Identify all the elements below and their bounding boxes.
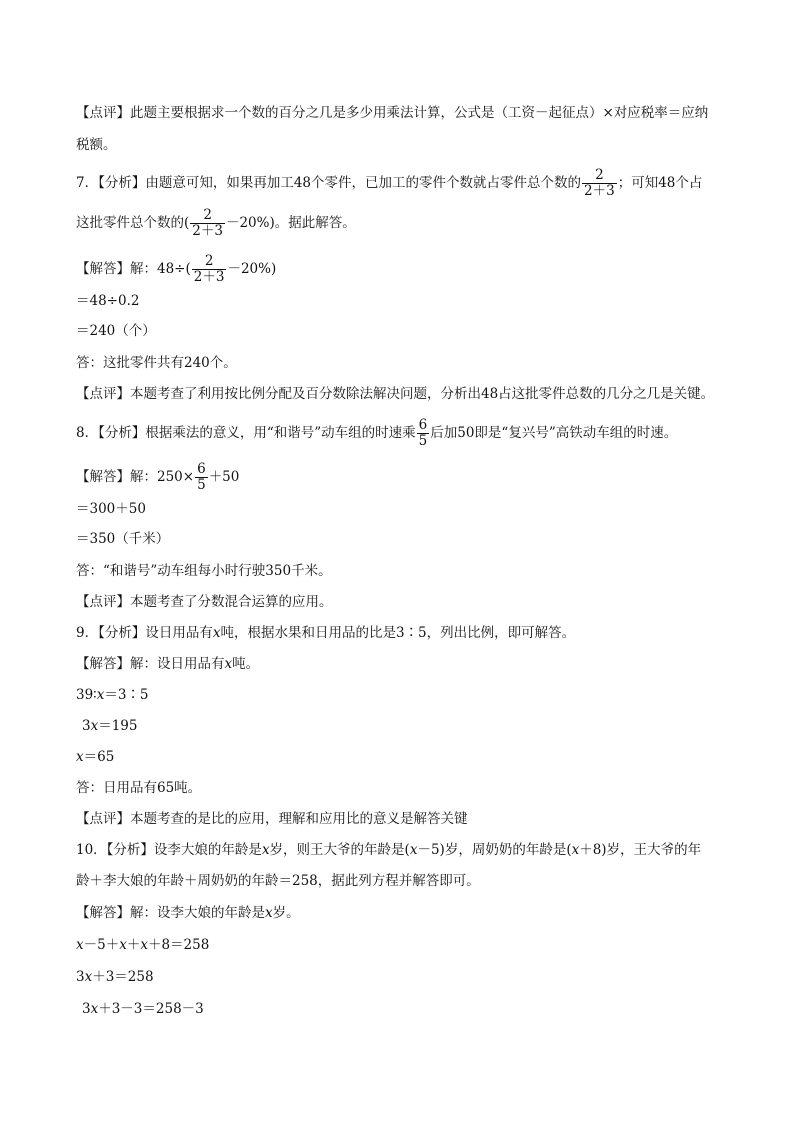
q9-analysis: 9．【分析】设日用品有x吨，根据水果和日用品的比是3∶5，列出比例，即可解答。 [76, 625, 576, 641]
q9-equation: 3x＝195 [82, 718, 138, 734]
q9-comment: 【点评】本题考查的是比的应用，理解和应用比的意义是解答关键 [76, 811, 468, 827]
fraction: $\frac{2}{2+3}$ [193, 253, 225, 285]
q10-solution-line1: 【解答】解：设李大娘的年龄是x岁。 [76, 905, 300, 921]
q10-equation: x－5＋x＋x＋8＝258 [76, 937, 210, 953]
q9-equation: 39∶x＝3∶5 [76, 687, 149, 703]
q9-equation: x＝65 [76, 749, 115, 765]
q8-answer: 答：“和谐号”动车组每小时行驶350千米。 [76, 563, 332, 579]
comment-q6-line2: 税额。 [76, 137, 117, 153]
fraction: $\frac{6}{5}$ [197, 461, 206, 493]
fraction: $\frac{2}{2+3}$ [584, 167, 615, 199]
q7-solution-step: ＝240（个） [76, 323, 156, 339]
q7-solution-line1: 【解答】解：48÷( $\frac{2}{2+3}$ －20%) [76, 253, 277, 285]
q9-solution-line1: 【解答】解：设日用品有x吨。 [76, 656, 260, 672]
q8-solution-step: ＝350（千米） [76, 531, 170, 547]
q8-solution-line1: 【解答】解：250× $\frac{6}{5}$ ＋50 [76, 461, 240, 493]
q7-solution-step: ＝48÷0.2 [76, 293, 140, 309]
comment-q6-line1: 【点评】此题主要根据求一个数的百分之几是多少用乘法计算，公式是（工资－起征点）×对应税率＝应纳 [76, 105, 709, 121]
q9-answer: 答：日用品有65吨。 [76, 780, 202, 796]
q7-comment: 【点评】本题考查了利用按比例分配及百分数除法解决问题，分析出48占这批零件总数的几分之几是关键。 [76, 386, 715, 402]
q10-analysis-line1: 10．【分析】设李大娘的年龄是x岁，则王大爷的年龄是(x－5)岁，周奶奶的年龄是(x＋8)岁，王大爷的年 [76, 842, 702, 858]
q8-solution-step: ＝300＋50 [76, 501, 146, 517]
fraction: $\frac{6}{5}$ [418, 417, 428, 449]
q7-analysis-line1: 7．【分析】由题意可知，如果再加工48个零件，已加工的零件个数就占零件总个数的 $\frac{2}{2+3}$ ；可知48个占 [76, 167, 703, 199]
q10-analysis-line2: 龄＋李大娘的年龄＋周奶奶的年龄＝258，据此列方程并解答即可。 [76, 873, 480, 889]
q7-answer: 答：这批零件共有240个。 [76, 355, 237, 371]
q8-analysis: 8．【分析】根据乘法的意义，用“和谐号”动车组的时速乘 $\frac{6}{5}$ 后加50即是“复兴号”高铁动车组的时速。 [76, 417, 678, 449]
q7-analysis-line2: 这批零件总个数的( $\frac{2}{2+3}$ －20%)。据此解答。 [76, 207, 356, 239]
q10-equation: 3x＋3＝258 [76, 969, 154, 985]
fraction: $\frac{2}{2+3}$ [192, 207, 223, 239]
q8-comment: 【点评】本题考查了分数混合运算的应用。 [76, 594, 333, 610]
q10-equation: 3x＋3－3＝258－3 [82, 1001, 204, 1017]
